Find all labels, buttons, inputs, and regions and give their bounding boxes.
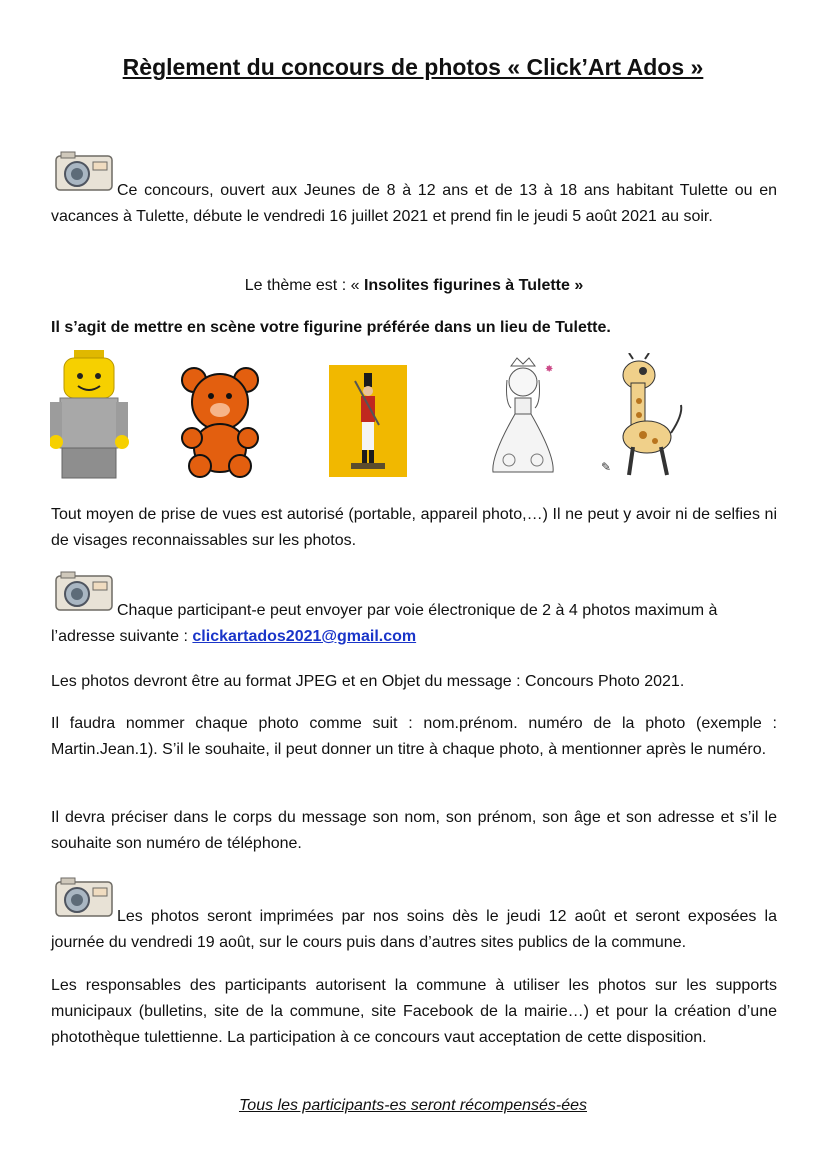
means-paragraph: Tout moyen de prise de vues est autorisé (portable, appareil photo,…) Il ne peut y avoir ni de selfies ni de visages reconnaissables sur les photos. — [51, 506, 777, 549]
naming-paragraph: Il faudra nommer chaque photo comme suit : nom.prénom. numéro de la photo (exemple : Martin.Jean.1). S’il le souhaite, il peut donner un titre à chaque photo, à mentionner après le numéro. — [51, 715, 777, 758]
princess-drawing-image — [481, 356, 565, 478]
theme-description: Il s’agit de mettre en scène votre figurine préférée dans un lieu de Tulette. — [51, 319, 611, 336]
theme-line — [51, 273, 777, 299]
page-title: Règlement du concours de photos « Click’Art Ados » — [122, 54, 704, 80]
details-paragraph: Il devra préciser dans le corps du message son nom, son prénom, son âge et son adresse et s’il le souhaite son numéro de téléphone. — [51, 809, 777, 852]
toy-soldier-image — [329, 365, 407, 477]
teddy-bear-image — [180, 366, 260, 478]
lego-figure-image — [50, 350, 130, 480]
rights-paragraph: Les responsables des participants autorisent la commune à utiliser les photos sur les supports municipaux (bulletins, site de la commune, site Facebook de la mairie…) et pour la création d’une photothèque tulettienne. La participation à ce concours vaut acceptation de cette disposition. — [51, 977, 777, 1046]
svg-text:✸: ✸ — [545, 364, 554, 375]
intro-paragraph: Ce concours, ouvert aux Jeunes de 8 à 12 ans et de 13 à 18 ans habitant Tulette ou en vacances à Tulette, débute le vendredi 16 juillet 2021 et prend fin le jeudi 5 août 2021 au soir. — [51, 182, 777, 225]
print-paragraph: Les photos seront imprimées par nos soins dès le jeudi 12 août et seront exposées la journée du vendredi 19 août, sur le cours puis dans d’autres sites publics de la commune. — [51, 908, 777, 951]
theme-prefix: Le thème est : « — [244, 277, 364, 294]
send-text: Chaque participant-e peut envoyer par voie électronique de 2 à 4 photos maximum à l’adresse suivante : — [51, 602, 718, 645]
send-paragraph — [51, 598, 777, 650]
svg-text:✎: ✎ — [601, 460, 612, 474]
closing-line: Tous les participants-es seront récompensés-ées — [238, 1097, 588, 1114]
giraffe-drawing-image — [599, 353, 699, 479]
theme-name: Insolites figurines à Tulette » — [363, 277, 584, 294]
format-paragraph: Les photos devront être au format JPEG et en Objet du message : Concours Photo 2021. — [51, 673, 685, 690]
email-link[interactable]: clickartados2021@gmail.com — [192, 628, 417, 645]
